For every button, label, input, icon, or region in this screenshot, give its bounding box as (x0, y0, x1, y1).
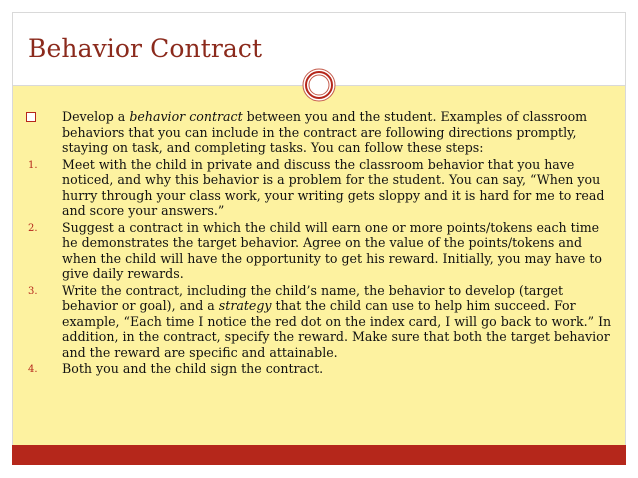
step-number: 1. (28, 159, 38, 171)
step-item (12, 220, 626, 282)
slide-body (12, 109, 626, 378)
step-item (12, 361, 626, 377)
slide-title: Behavior Contract (28, 34, 263, 63)
step-item: 3. Write the contract, including the child’s name, the behavior to develop (target behavior or goal), and a strategy that the child can use to help him succeed. For example, “Each time I notice the red dot on the index card, I will go back to work.” In addition, in the contract, specify the reward. Make sure that both the target behavior and the reward are specific and attainable. (28, 282, 612, 360)
step-text: Meet with the child in private and discuss the classroom behavior that you have noticed, and why this behavior is a problem for the student. You can say, “When you hurry through your class work, your writing gets sloppy and it is hard for me to read and score your answers.” (62, 156, 605, 218)
step-text: Suggest a contract in which the child will earn one or more points/tokens each time he demonstrates the target behavior. Agree on the value of the points/tokens and when the child will have the opportunity to get his reward. Initially, you may have to give daily rewards. (62, 219, 602, 281)
footer-bar (12, 445, 626, 465)
step-text: Both you and the child sign the contract. (62, 361, 324, 376)
step-number: 4. (28, 364, 38, 375)
step-number: 3. (28, 285, 38, 297)
checkbox-bullet-icon (26, 112, 36, 122)
step-item (12, 157, 626, 219)
intro-paragraph: Develop a behavior contract between you and the student. Examples of classroom behaviors that you can include in the contract are following directions promptly, staying on task, and completing tasks. You can follow these steps: (12, 109, 626, 156)
step-number: 2. (28, 222, 38, 234)
circle-ornament-icon (302, 68, 336, 102)
